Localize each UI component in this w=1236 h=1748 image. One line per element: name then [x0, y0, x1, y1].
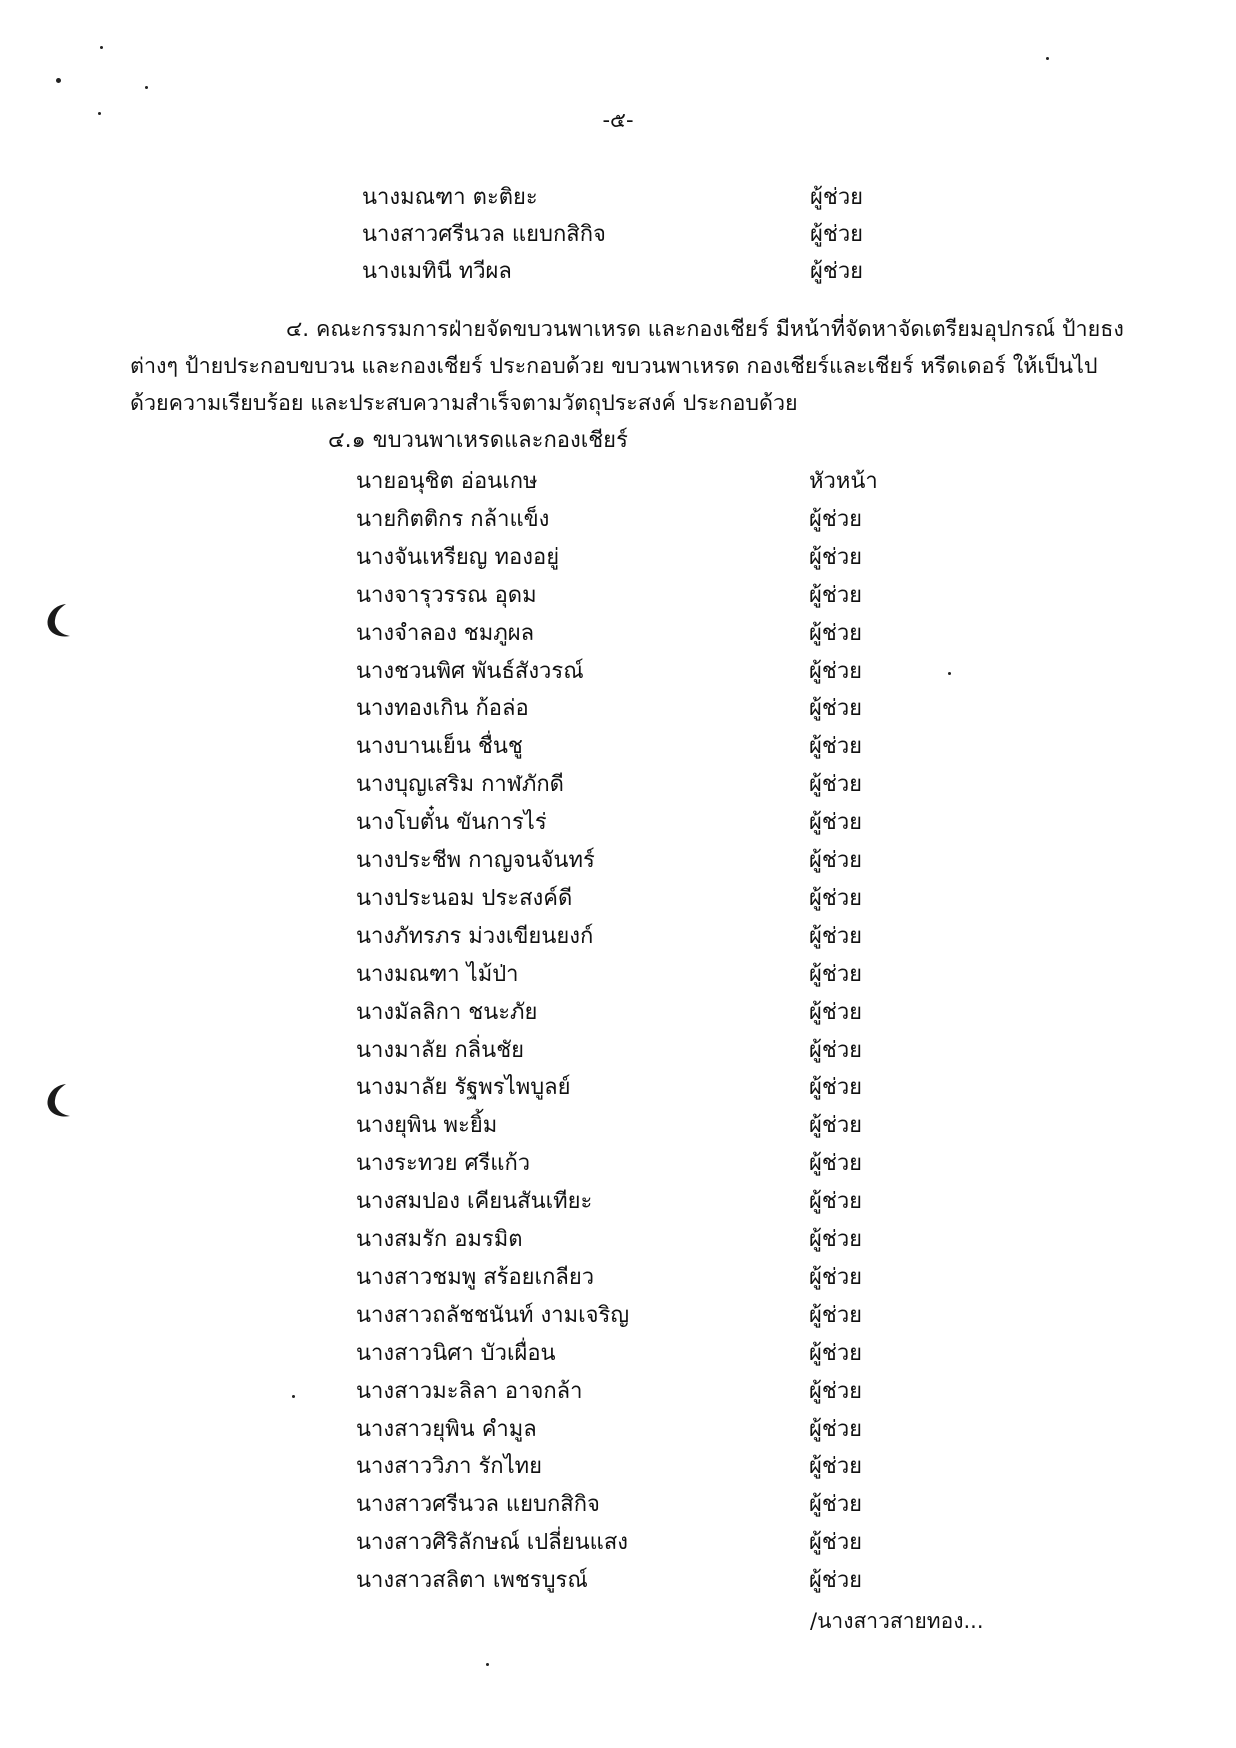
member-role: ผู้ช่วย [809, 1303, 863, 1328]
member-name: นางภัทรภร ม่วงเขียนยงก์ [356, 924, 594, 949]
member-role: ผู้ช่วย [809, 1379, 863, 1404]
member-role: ผู้ช่วย [809, 1038, 863, 1063]
member-role: ผู้ช่วย [809, 545, 863, 570]
member-role: ผู้ช่วย [809, 1530, 863, 1555]
member-name: นางมาลัย รัฐพรไพบูลย์ [356, 1075, 571, 1100]
member-name: นางโบตั๋น ขันการไร่ [356, 810, 547, 835]
member-name: นางสาวศรีนวล แยบกสิกิจ [356, 1492, 600, 1517]
member-role: ผู้ช่วย [809, 1265, 863, 1290]
member-name: นางมณฑา ไม้ป่า [356, 962, 519, 987]
list-item [356, 959, 896, 991]
continuation-note: /นางสาวสายทอง... [810, 1609, 984, 1633]
subsection-heading: ๔.๑ ขบวนพาเหรดและกองเชียร์ [328, 428, 628, 453]
member-role: ผู้ช่วย [809, 962, 863, 987]
list-item [356, 1527, 896, 1559]
member-role: ผู้ช่วย [809, 1151, 863, 1176]
member-name: นางยุพิน พะยิ้ม [356, 1113, 498, 1138]
list-item [356, 1072, 896, 1104]
member-name: นางสาวสลิตา เพชรบูรณ์ [356, 1568, 588, 1593]
member-name: นางสาวถลัชชนันท์ งามเจริญ [356, 1303, 630, 1328]
member-name: นางสาววิภา รักไทย [356, 1454, 543, 1479]
member-role: ผู้ช่วย [809, 810, 863, 835]
member-role: ผู้ช่วย [809, 1568, 863, 1593]
list-item [356, 921, 896, 953]
section-paragraph-line-3: ด้วยความเรียบร้อย และประสบความสำเร็จตามวัตถุประสงค์ ประกอบด้วย [130, 391, 798, 416]
list-item [362, 256, 882, 288]
scan-speck [948, 672, 951, 675]
member-role: ผู้ช่วย [809, 1000, 863, 1025]
member-role: ผู้ช่วย [810, 222, 864, 247]
scan-speck [98, 112, 101, 115]
list-item [356, 883, 896, 915]
member-role: ผู้ช่วย [809, 1454, 863, 1479]
member-name: นางระทวย ศรีแก้ว [356, 1151, 531, 1176]
member-name: นางสาวมะลิลา อาจกล้า [356, 1379, 583, 1404]
member-role: ผู้ช่วย [809, 1189, 863, 1214]
member-name: นางประชีพ กาญจนจันทร์ [356, 848, 595, 873]
section-paragraph-line-1: ๔. คณะกรรมการฝ่ายจัดขบวนพาเหรด และกองเชียร์ มีหน้าที่จัดหาจัดเตรียมอุปกรณ์ ป้ายธง [286, 317, 1124, 342]
page-number: -๕- [602, 108, 634, 132]
list-item [356, 845, 896, 877]
list-item [356, 1224, 896, 1256]
list-item [356, 1148, 896, 1180]
member-role: ผู้ช่วย [809, 1492, 863, 1517]
list-item [356, 1414, 896, 1446]
member-role: ผู้ช่วย [809, 1113, 863, 1138]
member-role: ผู้ช่วย [809, 659, 863, 684]
member-name: นางสาวนิศา บัวเผื่อน [356, 1341, 556, 1366]
member-role: ผู้ช่วย [810, 185, 864, 210]
scan-speck [145, 86, 148, 89]
member-name: นางสาวยุพิน คำมูล [356, 1417, 537, 1442]
member-role: ผู้ช่วย [809, 507, 863, 532]
list-item [356, 731, 896, 763]
list-item [356, 1376, 896, 1408]
member-name: นางจารุวรรณ อุดม [356, 583, 537, 608]
member-role: ผู้ช่วย [809, 734, 863, 759]
list-item [356, 580, 896, 612]
member-name: นางจำลอง ชมภูผล [356, 621, 535, 646]
member-name: นางเมทินี ทวีผล [362, 259, 512, 284]
list-item [362, 182, 882, 214]
member-role: ผู้ช่วย [810, 259, 864, 284]
list-item [356, 807, 896, 839]
member-role: ผู้ช่วย [809, 1227, 863, 1252]
scan-speck [486, 1663, 489, 1666]
member-role: ผู้ช่วย [809, 1417, 863, 1442]
member-name: นางสมรัก อมรมิต [356, 1227, 523, 1252]
member-name: นางประนอม ประสงค์ดี [356, 886, 573, 911]
member-name: นางสาวชมพู สร้อยเกลียว [356, 1265, 595, 1290]
member-name: นางสาวศรีนวล แยบกสิกิจ [362, 222, 606, 247]
member-name: นางบุญเสริม กาฬภักดี [356, 772, 564, 797]
section-paragraph-line-2: ต่างๆ ป้ายประกอบขบวน และกองเชียร์ ประกอบด้วย ขบวนพาเหรด กองเชียร์และเชียร์ หรีดเดอร์ ให้เป็นไป [130, 354, 1098, 379]
list-item [356, 466, 896, 498]
list-item [356, 769, 896, 801]
member-name: นางมาลัย กลิ่นชัย [356, 1038, 525, 1063]
member-role: ผู้ช่วย [809, 886, 863, 911]
scan-speck [100, 46, 103, 49]
scan-speck [56, 78, 61, 83]
member-role: หัวหน้า [809, 469, 878, 494]
list-item [356, 1338, 896, 1370]
list-item [356, 1489, 896, 1521]
member-role: ผู้ช่วย [809, 1075, 863, 1100]
member-name: นางชวนพิศ พันธ์สังวรณ์ [356, 659, 584, 684]
member-role: ผู้ช่วย [809, 1341, 863, 1366]
list-item [356, 1262, 896, 1294]
member-name: นางสาวศิริลักษณ์ เปลี่ยนแสง [356, 1530, 629, 1555]
member-role: ผู้ช่วย [809, 848, 863, 873]
scan-speck [1046, 57, 1049, 60]
list-item [356, 1035, 896, 1067]
member-name: นางทองเกิน ก้อล่อ [356, 696, 529, 721]
member-name: นางมณฑา ตะติยะ [362, 185, 538, 210]
member-role: ผู้ช่วย [809, 924, 863, 949]
list-item [362, 219, 882, 251]
list-item [356, 504, 896, 536]
member-name: นางบานเย็น ชื่นชู [356, 734, 523, 759]
binding-mark-icon [40, 600, 74, 640]
list-item [356, 656, 896, 688]
list-item [356, 618, 896, 650]
member-role: ผู้ช่วย [809, 772, 863, 797]
member-name: นางจันเหรียญ ทองอยู่ [356, 545, 560, 570]
list-item [356, 1565, 896, 1597]
list-item [356, 1110, 896, 1142]
list-item [356, 1186, 896, 1218]
scan-speck [292, 1395, 295, 1398]
list-item [356, 542, 896, 574]
member-name: นายกิตติกร กล้าแข็ง [356, 507, 550, 532]
member-role: ผู้ช่วย [809, 583, 863, 608]
member-name: นางสมปอง เคียนสันเทียะ [356, 1189, 593, 1214]
list-item [356, 1451, 896, 1483]
member-name: นายอนุชิต อ่อนเกษ [356, 469, 538, 494]
list-item [356, 1300, 896, 1332]
binding-mark-icon [40, 1080, 74, 1120]
member-name: นางมัลลิกา ชนะภัย [356, 1000, 538, 1025]
member-role: ผู้ช่วย [809, 621, 863, 646]
list-item [356, 997, 896, 1029]
member-role: ผู้ช่วย [809, 696, 863, 721]
list-item [356, 693, 896, 725]
